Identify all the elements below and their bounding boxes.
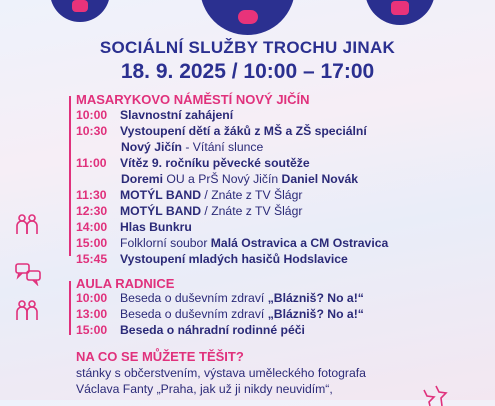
schedule-row [76, 187, 302, 203]
row-time: 13:00 [76, 307, 108, 321]
event-date-time: 18. 9. 2025 / 10:00 – 17:00 [120, 60, 375, 83]
row-time: 10:30 [76, 124, 108, 138]
row-bold: Malá Ostravica a CM Ostravica [210, 236, 389, 250]
row-title: Hlas Bunkru [120, 220, 192, 234]
row-time: 10:00 [76, 291, 108, 305]
row-rest: Beseda o duševním zdraví [120, 291, 268, 305]
row-rest: / Znáte z TV Šlágr [201, 204, 303, 218]
schedule-row [76, 322, 305, 338]
schedule-row [76, 155, 310, 171]
star-icon [414, 376, 458, 406]
row-bold: Daniel Novák [281, 172, 359, 186]
page-title: SOCIÁLNÍ SLUŽBY TROCHU JINAK [99, 38, 396, 57]
row-time: 12:30 [76, 204, 108, 218]
row-time: 15:00 [76, 323, 108, 337]
highlights-line: stánky s občerstvením, výstava uměleckého fotografa [76, 366, 366, 380]
row-rest: Beseda o duševním zdraví [120, 307, 268, 321]
row-bold: „Blázniš? No a!“ [267, 307, 364, 321]
row-time: 10:00 [76, 108, 108, 122]
schedule-row [76, 107, 233, 123]
decor-circle-left [50, 0, 110, 22]
row-rest: Folklorní soubor [120, 236, 211, 250]
row-title: MOTÝL BAND [120, 204, 202, 218]
row-continuation [121, 171, 358, 187]
row-rest: / Znáte z TV Šlágr [201, 188, 303, 202]
row-bold: Nový Jičín [121, 140, 182, 154]
row-rest: OU a PrŠ Nový Jičín [163, 172, 282, 186]
section-heading-square: MASARYKOVO NÁMĚSTÍ NOVÝ JIČÍN [76, 92, 310, 107]
schedule-row [76, 306, 364, 322]
section-divider-line [69, 96, 71, 256]
schedule-row [76, 251, 348, 267]
row-time: 15:45 [76, 252, 108, 266]
people-icon [14, 298, 40, 324]
highlights-line: Václava Fanty „Praha, jak už ji nikdy neuvidím“, [76, 382, 333, 396]
row-continuation [121, 139, 263, 155]
row-title: Vystoupení dětí a žáků z MŠ a ZŠ speciální [120, 124, 367, 138]
row-rest: - Vítání slunce [181, 140, 264, 154]
chat-bubbles-icon [14, 262, 42, 286]
decor-circle-right [365, 0, 435, 25]
section-heading-highlights: NA CO SE MŮŽETE TĚŠIT? [76, 349, 244, 364]
decor-circle-center [200, 0, 295, 35]
row-bold: Doremi [121, 172, 163, 186]
row-title: Vítěz 9. ročníku pěvecké soutěže [120, 156, 310, 170]
row-bold: „Blázniš? No a!“ [267, 291, 364, 305]
row-bold: Beseda o náhradní rodinné péči [120, 323, 305, 337]
row-time: 14:00 [76, 220, 108, 234]
row-title: MOTÝL BAND [120, 188, 202, 202]
schedule-row [76, 219, 192, 235]
schedule-row [76, 203, 302, 219]
section-divider-line [69, 281, 71, 335]
schedule-row [76, 290, 364, 306]
people-icon [14, 212, 40, 238]
row-time: 11:30 [76, 188, 107, 202]
schedule-row [76, 123, 367, 139]
row-title: Vystoupení mladých hasičů Hodslavice [120, 252, 348, 266]
row-time: 15:00 [76, 236, 108, 250]
row-title: Slavnostní zahájení [120, 108, 234, 122]
section-heading-aula: AULA RADNICE [76, 276, 175, 291]
schedule-row [76, 235, 388, 251]
row-time: 11:00 [76, 156, 107, 170]
